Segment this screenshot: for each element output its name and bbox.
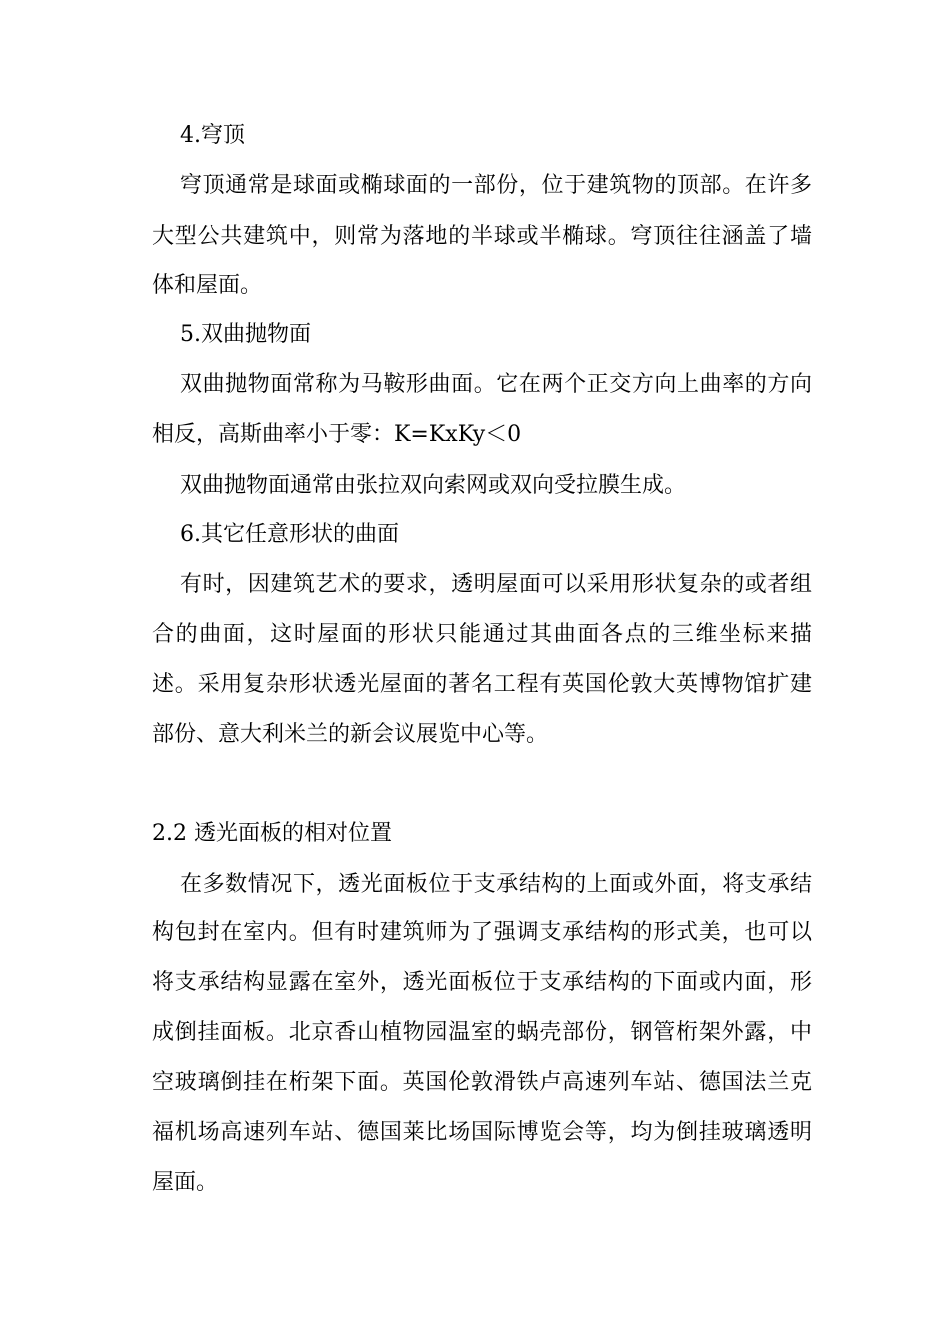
section-heading-dome: 4.穹顶 <box>180 123 245 148</box>
paragraph-line: 屋面。 <box>152 1170 219 1195</box>
paragraph-line: 穹顶通常是球面或椭球面的一部份，位于建筑物的顶部。在许多 <box>180 173 812 198</box>
paragraph-line: 部份、意大利米兰的新会议展览中心等。 <box>152 722 549 747</box>
paragraph-line: 在多数情况下，透光面板位于支承结构的上面或外面，将支承结 <box>180 872 812 897</box>
paragraph-line: 成倒挂面板。北京香山植物园温室的蜗壳部份，钢管桁架外露，中 <box>152 1020 812 1045</box>
paragraph-line: 福机场高速列车站、德国莱比场国际博览会等，均为倒挂玻璃透明 <box>152 1120 812 1145</box>
section-heading-panel-position: 2.2 透光面板的相对位置 <box>152 821 392 846</box>
paragraph-line: 大型公共建筑中，则常为落地的半球或半椭球。穹顶往往涵盖了墙 <box>152 224 812 249</box>
paragraph-line: 述。采用复杂形状透光屋面的著名工程有英国伦敦大英博物馆扩建 <box>152 672 812 697</box>
paragraph-line: 有时，因建筑艺术的要求，透明屋面可以采用形状复杂的或者组 <box>180 572 812 597</box>
paragraph-line: 双曲抛物面通常由张拉双向索网或双向受拉膜生成。 <box>180 473 687 498</box>
paragraph-line: 体和屋面。 <box>152 273 263 298</box>
paragraph-line: 构包封在室内。但有时建筑师为了强调支承结构的形式美，也可以 <box>152 920 812 945</box>
paragraph-line: 空玻璃倒挂在桁架下面。英国伦敦滑铁卢高速列车站、德国法兰克 <box>152 1070 812 1095</box>
paragraph-line: 相反，高斯曲率小于零：K=KxKy＜0 <box>152 422 522 447</box>
section-heading-free-form-surface: 6.其它任意形状的曲面 <box>180 522 399 547</box>
paragraph-line: 将支承结构显露在室外，透光面板位于支承结构的下面或内面，形 <box>152 970 812 995</box>
paragraph-line: 合的曲面，这时屋面的形状只能通过其曲面各点的三维坐标来描 <box>152 622 812 647</box>
paragraph-line: 双曲抛物面常称为马鞍形曲面。它在两个正交方向上曲率的方向 <box>180 372 812 397</box>
section-heading-hyperbolic-paraboloid: 5.双曲抛物面 <box>180 322 311 347</box>
